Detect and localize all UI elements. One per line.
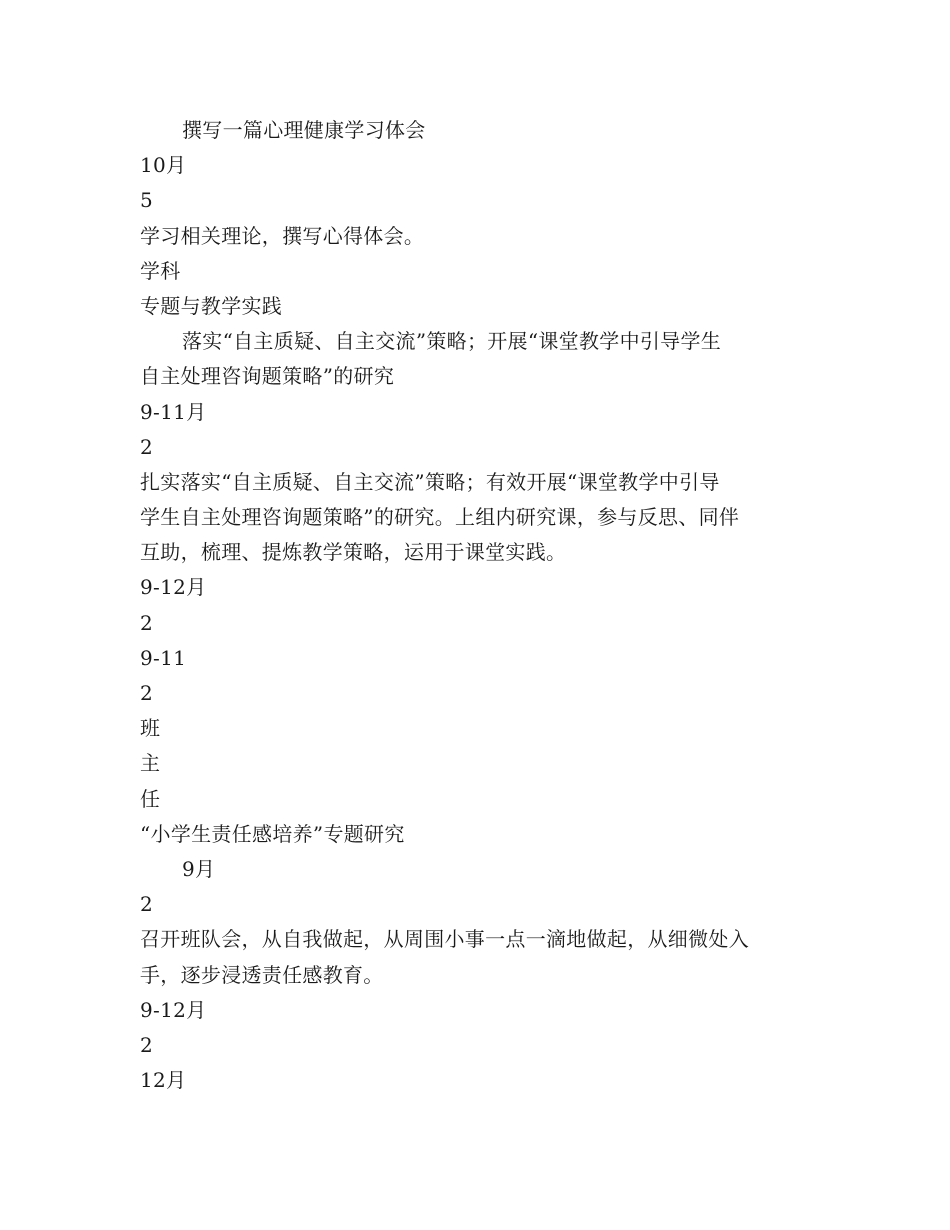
text-line: 2 [140,892,154,917]
text-line: 9月 [182,856,216,881]
text-line: 手，逐步浸透责任感教育。 [140,962,384,987]
text-line: 9-11 [140,645,187,670]
text-line: 召开班队会，从自我做起，从周围小事一点一滴地做起，从细微处入 [140,927,749,952]
text-line: 9-11月 [140,399,207,424]
document-body [140,113,812,1098]
text-line: “小学生责任感培养”专题研究 [140,821,405,846]
text-line: 主 [140,751,161,776]
text-line: 扎实落实“自主质疑、自主交流”策略；有效开展“课堂教学中引导 [140,469,720,494]
text-line: 2 [140,681,154,705]
text-line: 学科 [140,258,181,283]
text-line: 学生自主处理咨询题策略”的研究。上组内研究课，参与反思、同伴 [140,505,740,530]
text-line: 2 [140,434,154,459]
text-line: 互助，梳理、提炼教学策略，运用于课堂实践。 [140,540,567,565]
text-line: 2 [140,610,154,635]
text-line: 自主处理咨询题策略”的研究 [140,364,395,389]
text-line: 落实“自主质疑、自主交流”策略；开展“课堂教学中引导学生 [182,329,722,354]
text-line: 班 [140,716,161,741]
text-line: 10月 [140,153,187,178]
text-line: 2 [140,1032,154,1057]
text-line: 学习相关理论，撰写心得体会。 [140,223,425,248]
text-line: 撰写一篇心理健康学习体会 [182,118,426,142]
text-line: 9-12月 [140,575,207,600]
text-line: 5 [140,188,154,213]
text-line: 任 [140,786,161,811]
text-line: 专题与教学实践 [140,293,283,318]
text-line: 9-12月 [140,997,207,1022]
text-line: 12月 [140,1068,187,1093]
